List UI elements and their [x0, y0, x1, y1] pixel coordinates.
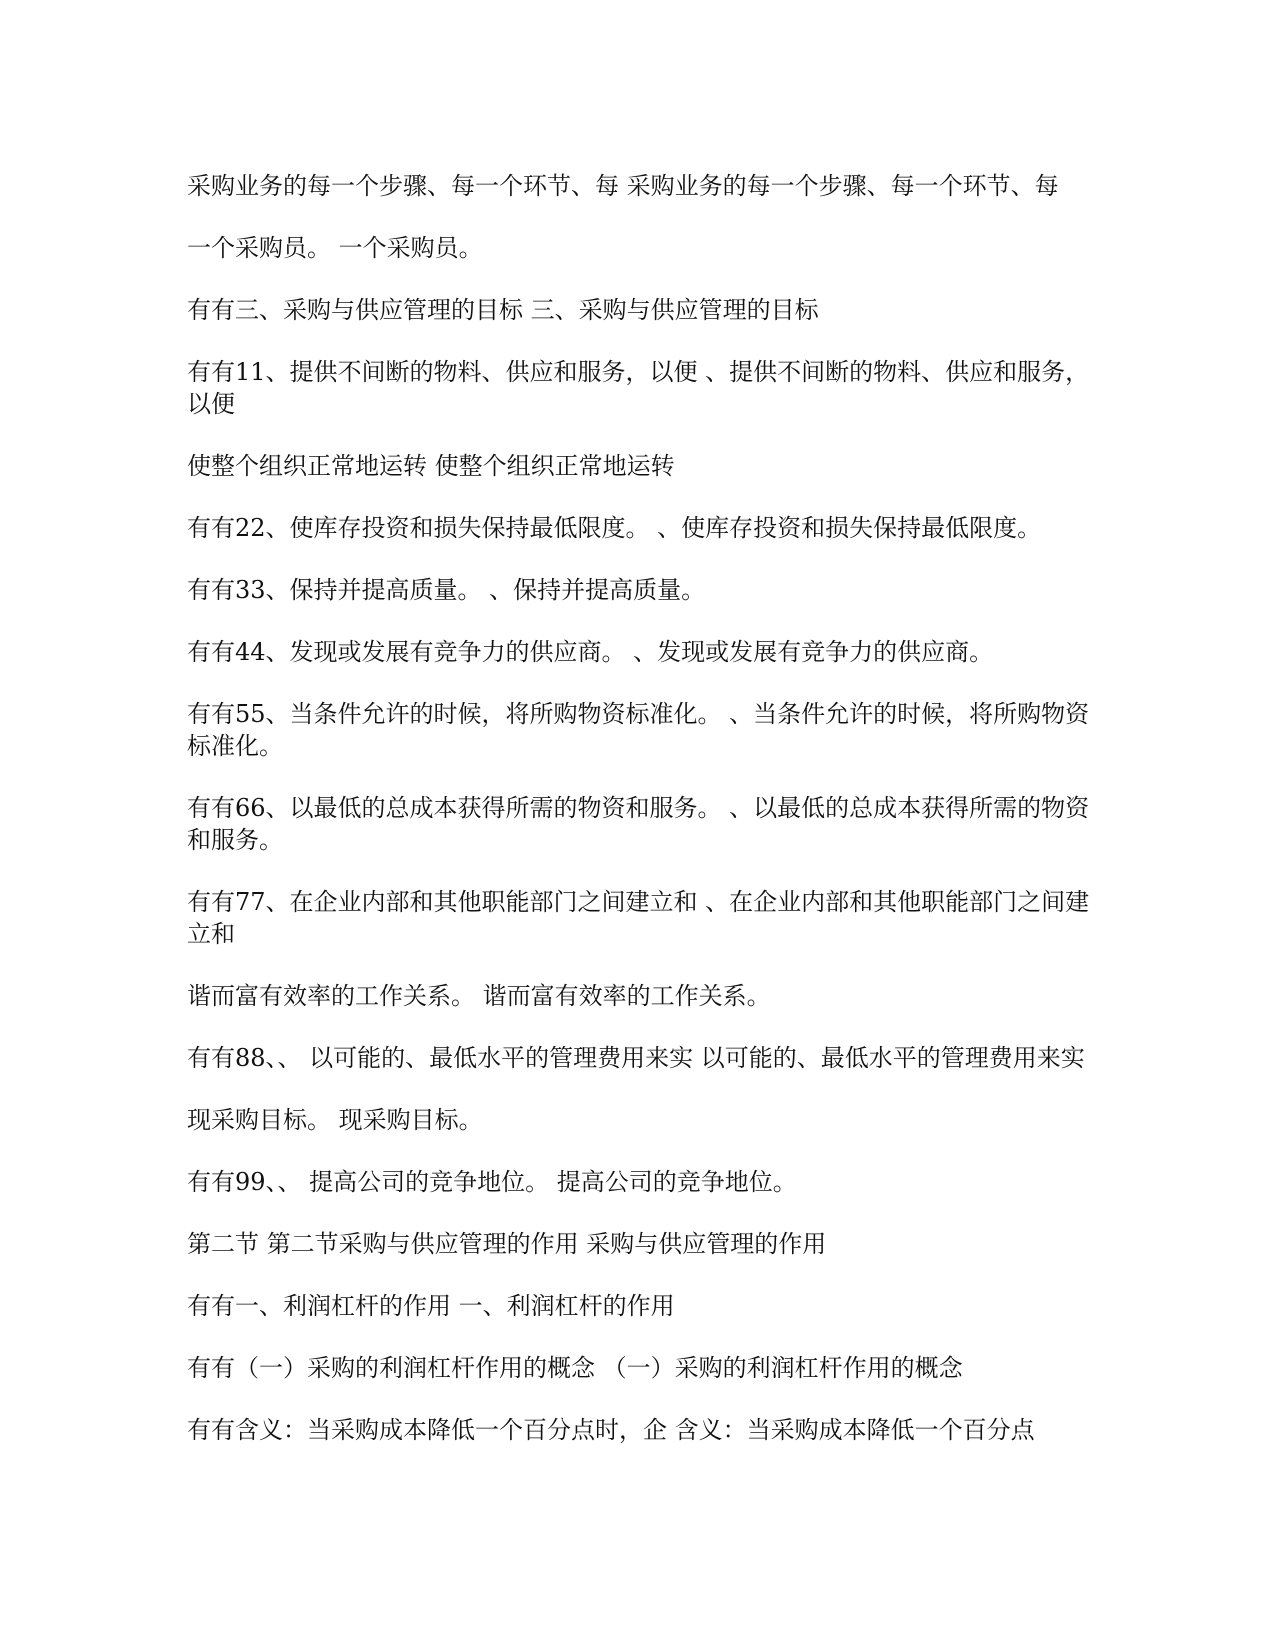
paragraph-19: 有有含义：当采购成本降低一个百分点时，企 含义：当采购成本降低一个百分点 [187, 1416, 1035, 1444]
paragraph-3: 有有三、采购与供应管理的目标 三、采购与供应管理的目标 [187, 296, 819, 324]
paragraph-13: 有有88、、 以可能的、最低水平的管理费用来实 以可能的、最低水平的管理费用来实 [187, 1044, 1085, 1072]
paragraph-10: 有有66、以最低的总成本获得所需的物资和服务。 、以最低的总成本获得所需的物资和服务。 [187, 794, 1090, 854]
paragraph-1: 采购业务的每一个步骤、每一个环节、每 采购业务的每一个步骤、每一个环节、每 [187, 172, 1059, 200]
paragraph-12: 谐而富有效率的工作关系。 谐而富有效率的工作关系。 [187, 982, 771, 1010]
paragraph-4: 有有11、提供不间断的物料、供应和服务，以便 、提供不间断的物料、供应和服务，以便 [187, 358, 1090, 418]
section-heading: 第二节 第二节采购与供应管理的作用 采购与供应管理的作用 [187, 1230, 827, 1258]
paragraph-6: 有有22、使库存投资和损失保持最低限度。 、使库存投资和损失保持最低限度。 [187, 514, 1042, 542]
paragraph-9: 有有55、当条件允许的时候，将所购物资标准化。 、当条件允许的时候，将所购物资标准化。 [187, 700, 1090, 760]
paragraph-15: 有有99、、 提高公司的竞争地位。 提高公司的竞争地位。 [187, 1168, 797, 1196]
paragraph-5: 使整个组织正常地运转 使整个组织正常地运转 [187, 452, 675, 480]
paragraph-14: 现采购目标。 现采购目标。 [187, 1106, 483, 1134]
paragraph-7: 有有33、保持并提高质量。 、保持并提高质量。 [187, 576, 706, 604]
document-body [187, 170, 1092, 1476]
paragraph-17: 有有一、利润杠杆的作用 一、利润杠杆的作用 [187, 1292, 675, 1320]
paragraph-8: 有有44、发现或发展有竞争力的供应商。 、发现或发展有竞争力的供应商。 [187, 638, 994, 666]
paragraph-11: 有有77、在企业内部和其他职能部门之间建立和 、在企业内部和其他职能部门之间建立和 [187, 888, 1090, 948]
paragraph-2: 一个采购员。 一个采购员。 [187, 234, 483, 262]
paragraph-18: 有有（一）采购的利润杠杆作用的概念 （一）采购的利润杠杆作用的概念 [187, 1354, 963, 1382]
